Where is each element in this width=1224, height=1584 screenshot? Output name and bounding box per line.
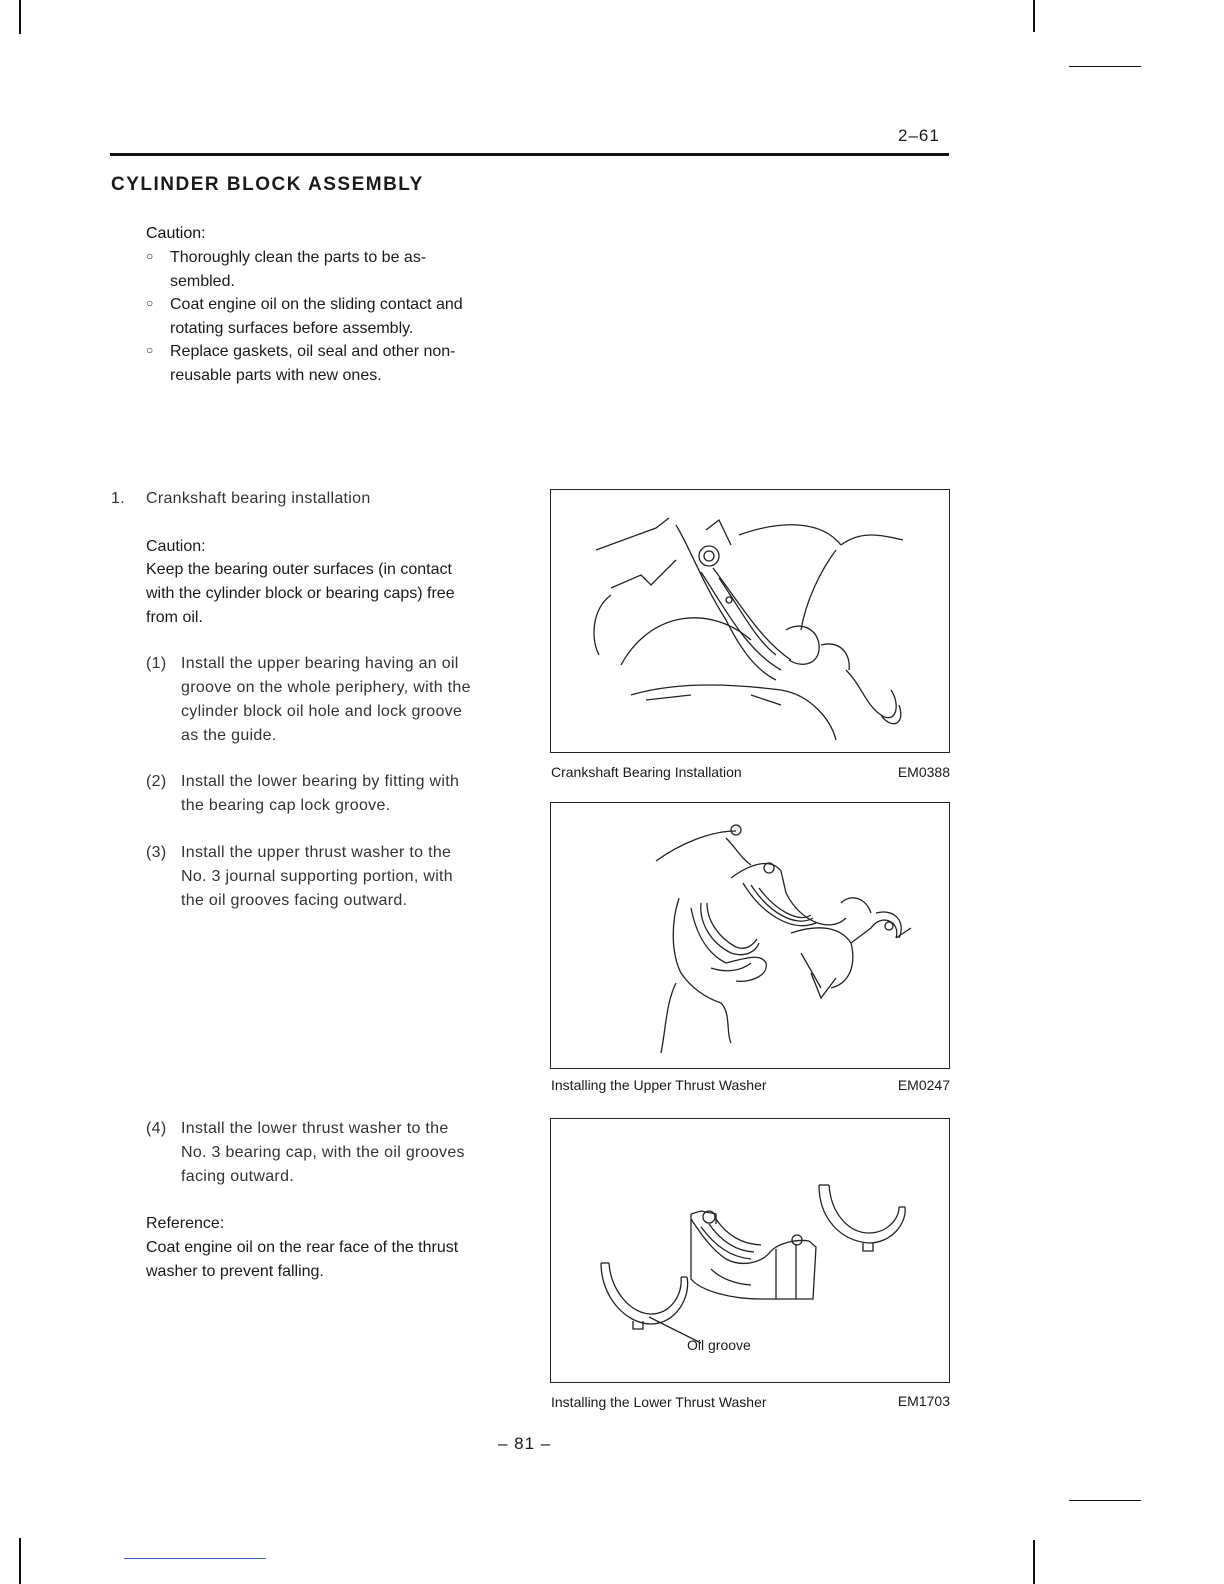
substep-line: as the guide.: [181, 727, 277, 744]
substep-number: (4): [146, 1120, 167, 1137]
caution-item-2-line-2: rotating surfaces before assembly.: [170, 320, 414, 337]
reference-line-2: washer to prevent falling.: [146, 1263, 324, 1280]
step-number: 1.: [111, 490, 125, 507]
substep-line: the bearing cap lock groove.: [181, 797, 391, 814]
figure-1-code: EM0388: [897, 764, 950, 780]
bullet-icon: ○: [146, 343, 154, 357]
crop-mark-right-top: [1069, 66, 1141, 67]
figure-1-caption: Crankshaft Bearing Installation: [551, 764, 742, 780]
step-caution-line-3: from oil.: [146, 609, 203, 626]
crop-mark-bottom-left: [19, 1538, 21, 1584]
caution-item-3-line-2: reusable parts with new ones.: [170, 367, 382, 384]
substep-line: No. 3 bearing cap, with the oil grooves: [181, 1144, 465, 1161]
step-caution-label: Caution:: [146, 538, 206, 555]
caution-item-1-line-2: sembled.: [170, 273, 235, 290]
reference-label: Reference:: [146, 1215, 225, 1232]
substep-line: cylinder block oil hole and lock groove: [181, 703, 463, 720]
substep-number: (2): [146, 773, 167, 790]
bullet-icon: ○: [146, 296, 154, 310]
crop-mark-bottom-right: [1033, 1540, 1035, 1584]
page-number: – 81 –: [498, 1434, 552, 1453]
figure-installing-upper-thrust-washer: [550, 802, 950, 1069]
figure-installing-lower-thrust-washer: [550, 1118, 950, 1383]
section-title: CYLINDER BLOCK ASSEMBLY: [111, 174, 424, 195]
caution-item-1-line-1: Thoroughly clean the parts to be as-: [170, 249, 427, 266]
figure-3-caption: Installing the Lower Thrust Washer: [551, 1394, 767, 1410]
crop-mark-right-bottom: [1069, 1500, 1141, 1501]
substep-line: No. 3 journal supporting portion, with: [181, 868, 453, 885]
caution-item-3-line-1: Replace gaskets, oil seal and other non-: [170, 343, 456, 360]
crop-mark-top-left: [19, 0, 21, 34]
header-rule: [110, 153, 949, 156]
step-heading: Crankshaft bearing installation: [146, 490, 371, 507]
step-caution-line-2: with the cylinder block or bearing caps) free: [146, 585, 455, 602]
bullet-icon: ○: [146, 249, 154, 263]
substep-line: groove on the whole periphery, with the: [181, 679, 471, 696]
upper-thrust-washer-illustration: [551, 803, 949, 1068]
bearing-installation-illustration: [551, 490, 949, 752]
caution-item-2-line-1: Coat engine oil on the sliding contact and: [170, 296, 463, 313]
step-caution-line-1: Keep the bearing outer surfaces (in contact: [146, 561, 452, 578]
figure-3-code: EM1703: [897, 1393, 950, 1409]
crop-mark-top-right: [1033, 0, 1035, 32]
caution-label: Caution:: [146, 225, 206, 242]
figure-crankshaft-bearing-installation: [550, 489, 950, 753]
substep-line: Install the upper bearing having an oil: [181, 655, 459, 672]
substep-line: Install the lower bearing by fitting with: [181, 773, 460, 790]
bottom-link-line: [124, 1558, 266, 1559]
substep-line: facing outward.: [181, 1168, 295, 1185]
substep-number: (1): [146, 655, 167, 672]
substep-line: Install the lower thrust washer to the: [181, 1120, 449, 1137]
figure-2-code: EM0247: [897, 1077, 950, 1093]
substep-number: (3): [146, 844, 167, 861]
substep-line: the oil grooves facing outward.: [181, 892, 408, 909]
page-reference: 2–61: [898, 126, 940, 145]
figure-2-caption: Installing the Upper Thrust Washer: [551, 1077, 767, 1093]
oil-groove-label: Oil groove: [687, 1337, 751, 1353]
substep-line: Install the upper thrust washer to the: [181, 844, 452, 861]
reference-line-1: Coat engine oil on the rear face of the thrust: [146, 1239, 459, 1256]
